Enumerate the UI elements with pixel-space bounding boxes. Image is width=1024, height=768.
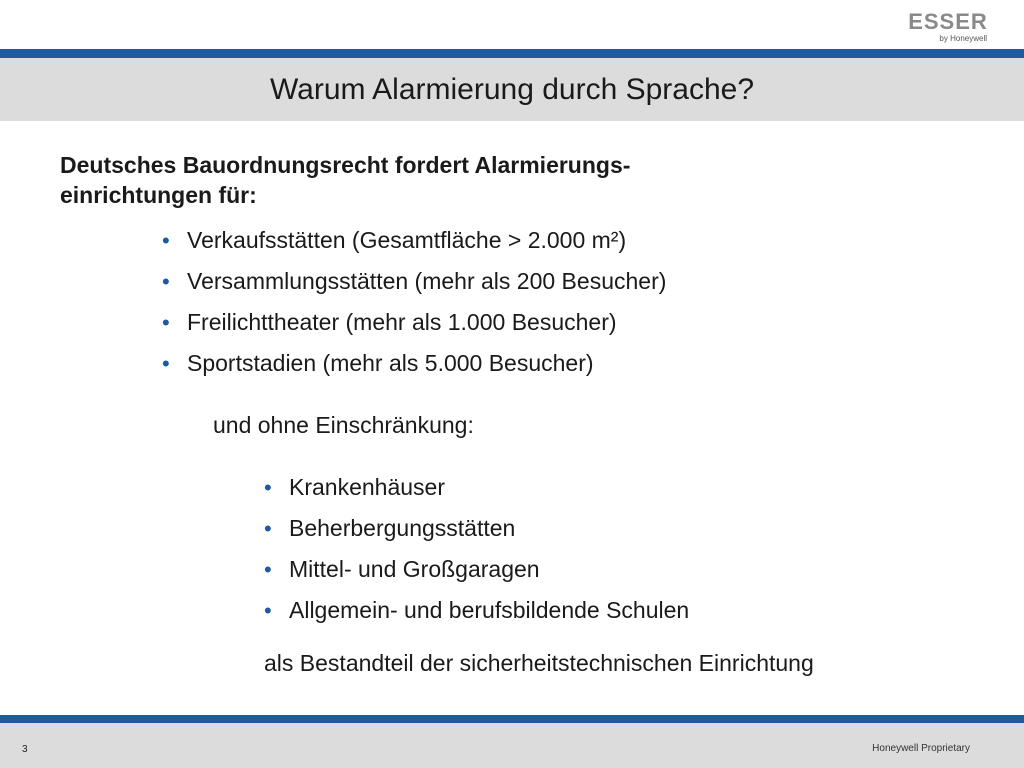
bullet-icon: •	[264, 598, 272, 623]
list-item	[162, 350, 666, 377]
intro-line-1: Deutsches Bauordnungsrecht fordert Alarmierungs-	[60, 152, 631, 178]
bullet-icon: •	[264, 475, 272, 500]
bottom-accent-rule	[0, 715, 1024, 723]
bullet-icon: •	[162, 228, 170, 253]
top-accent-rule	[0, 49, 1024, 58]
slide-title: Warum Alarmierung durch Sprache?	[269, 73, 755, 106]
building-types-list	[162, 227, 666, 391]
list-item-label: Mittel- und Großgaragen	[289, 556, 540, 582]
intro-text	[60, 150, 820, 210]
unrestricted-heading: und ohne Einschränkung:	[213, 412, 474, 438]
logo-tagline: by Honeywell	[939, 34, 987, 43]
bullet-icon: •	[264, 516, 272, 541]
list-item	[162, 309, 666, 336]
esser-logo	[905, 10, 991, 44]
page-number: 3	[22, 744, 28, 755]
list-item-label: Allgemein- und berufsbildende Schulen	[289, 597, 690, 623]
list-item-label: Krankenhäuser	[289, 474, 445, 500]
list-item	[264, 474, 689, 501]
bullet-icon: •	[162, 310, 170, 335]
list-item-label: Freilichttheater (mehr als 1.000 Besucher)	[187, 309, 617, 335]
logo-brand: ESSER	[908, 9, 988, 34]
closing-text: als Bestandteil der sicherheitstechnischen Einrichtung	[264, 650, 814, 676]
bullet-icon: •	[162, 269, 170, 294]
bullet-icon: •	[162, 351, 170, 376]
footer-label: Honeywell Proprietary	[872, 743, 970, 754]
bullet-icon: •	[264, 557, 272, 582]
footer-band	[0, 723, 1024, 768]
list-item-label: Verkaufsstätten (Gesamtfläche > 2.000 m²)	[187, 227, 627, 253]
list-item	[264, 597, 689, 624]
list-item	[264, 556, 689, 583]
list-item	[162, 268, 666, 295]
list-item	[162, 227, 666, 254]
list-item-label: Versammlungsstätten (mehr als 200 Besucher)	[187, 268, 667, 294]
unrestricted-list	[264, 474, 689, 638]
list-item	[264, 515, 689, 542]
list-item-label: Beherbergungsstätten	[289, 515, 516, 541]
list-item-label: Sportstadien (mehr als 5.000 Besucher)	[187, 350, 594, 376]
intro-line-2: einrichtungen für:	[60, 182, 257, 208]
